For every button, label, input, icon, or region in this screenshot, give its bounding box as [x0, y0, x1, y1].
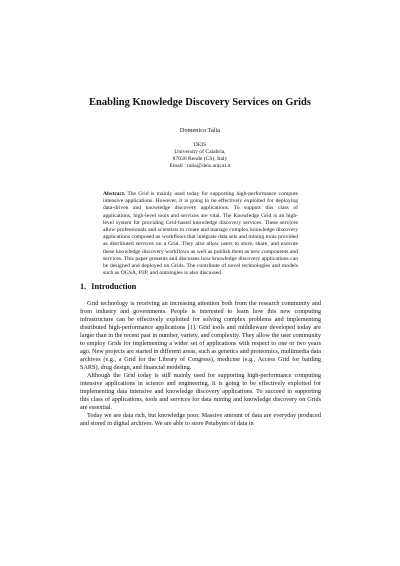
section-title: Introduction — [91, 282, 137, 291]
body-paragraph: Although the Grid today is still mainly used for supporting high-performance computing intensive applications in science and engineering, it is going to be effectively exploited for implementing data intensive and knowledge discovery applications. To succeed in supporting this class of applications, tools and services for data mining and knowledge discovery on Grids are essential. — [80, 372, 321, 411]
section-heading — [80, 282, 136, 292]
body-paragraph: Today we are data rich, but knowledge poor. Massive amount of data are everyday produced and stored in digital archives. We are able to store Petabytes of data in — [80, 412, 321, 427]
affiliation-university: University of Calabria, — [174, 149, 226, 155]
abstract — [103, 191, 298, 277]
author-affiliation — [60, 142, 340, 170]
section-number: 1. — [80, 282, 87, 291]
affiliation-address: 87036 Rende (CS), Italy — [172, 156, 228, 162]
paper-title: Enabling Knowledge Discovery Services on Grids — [89, 97, 311, 108]
abstract-text: The Grid is mainly used today for supporting high-performance compute intensive applications. However, it is going to be effectively exploited for deploying data-driven and knowledge discovery applications. To support this class of applications, high-level tools and services are vital. The Knowledge Grid is an high-level system for providing Grid-based knowledge discovery services. These services allow professionals and scientists to create and manage complex knowledge discovery applications composed as workflows that integrate data sets and mining tools provided as distributed services on a Grid. They also allow users to store, share, and execute these knowledge discovery workflows as well as publish them as new components and services. This paper presents and discusses how knowledge discovery applications can be designed and deployed on Grids. The contribute of novel technologies and models such as OGSA, P2P, and ontologies is also discussed. — [103, 191, 298, 277]
affiliation-email: Email : talia@deis.unical.it — [169, 163, 231, 169]
body-paragraph: Grid technology is receiving an increasing attention both from the research community and from industry and governments. People is interested to learn how this new computing infrastructure can be effectively exploited for solving complex problems and implementing distributed high-performance applications [1]. Grid tools and middleware developed today are larger than in the recent past in number, variety, and complexity. They allow the user community to employ Grids for implementing a wider set of applications with respect to one or two years ago. New projects are started in different areas, such as genetics and proteomics, multimedia data archives (e.g., a Grid for the Library of Congress), medicine (e.g., Access Grid for battling SARS), drug design, and financial modeling. — [80, 300, 321, 371]
author-name: Domenico Talia — [179, 127, 221, 134]
section-body — [80, 300, 321, 428]
abstract-label: Abstract. — [103, 191, 126, 197]
affiliation-dept: DEIS — [193, 142, 207, 148]
